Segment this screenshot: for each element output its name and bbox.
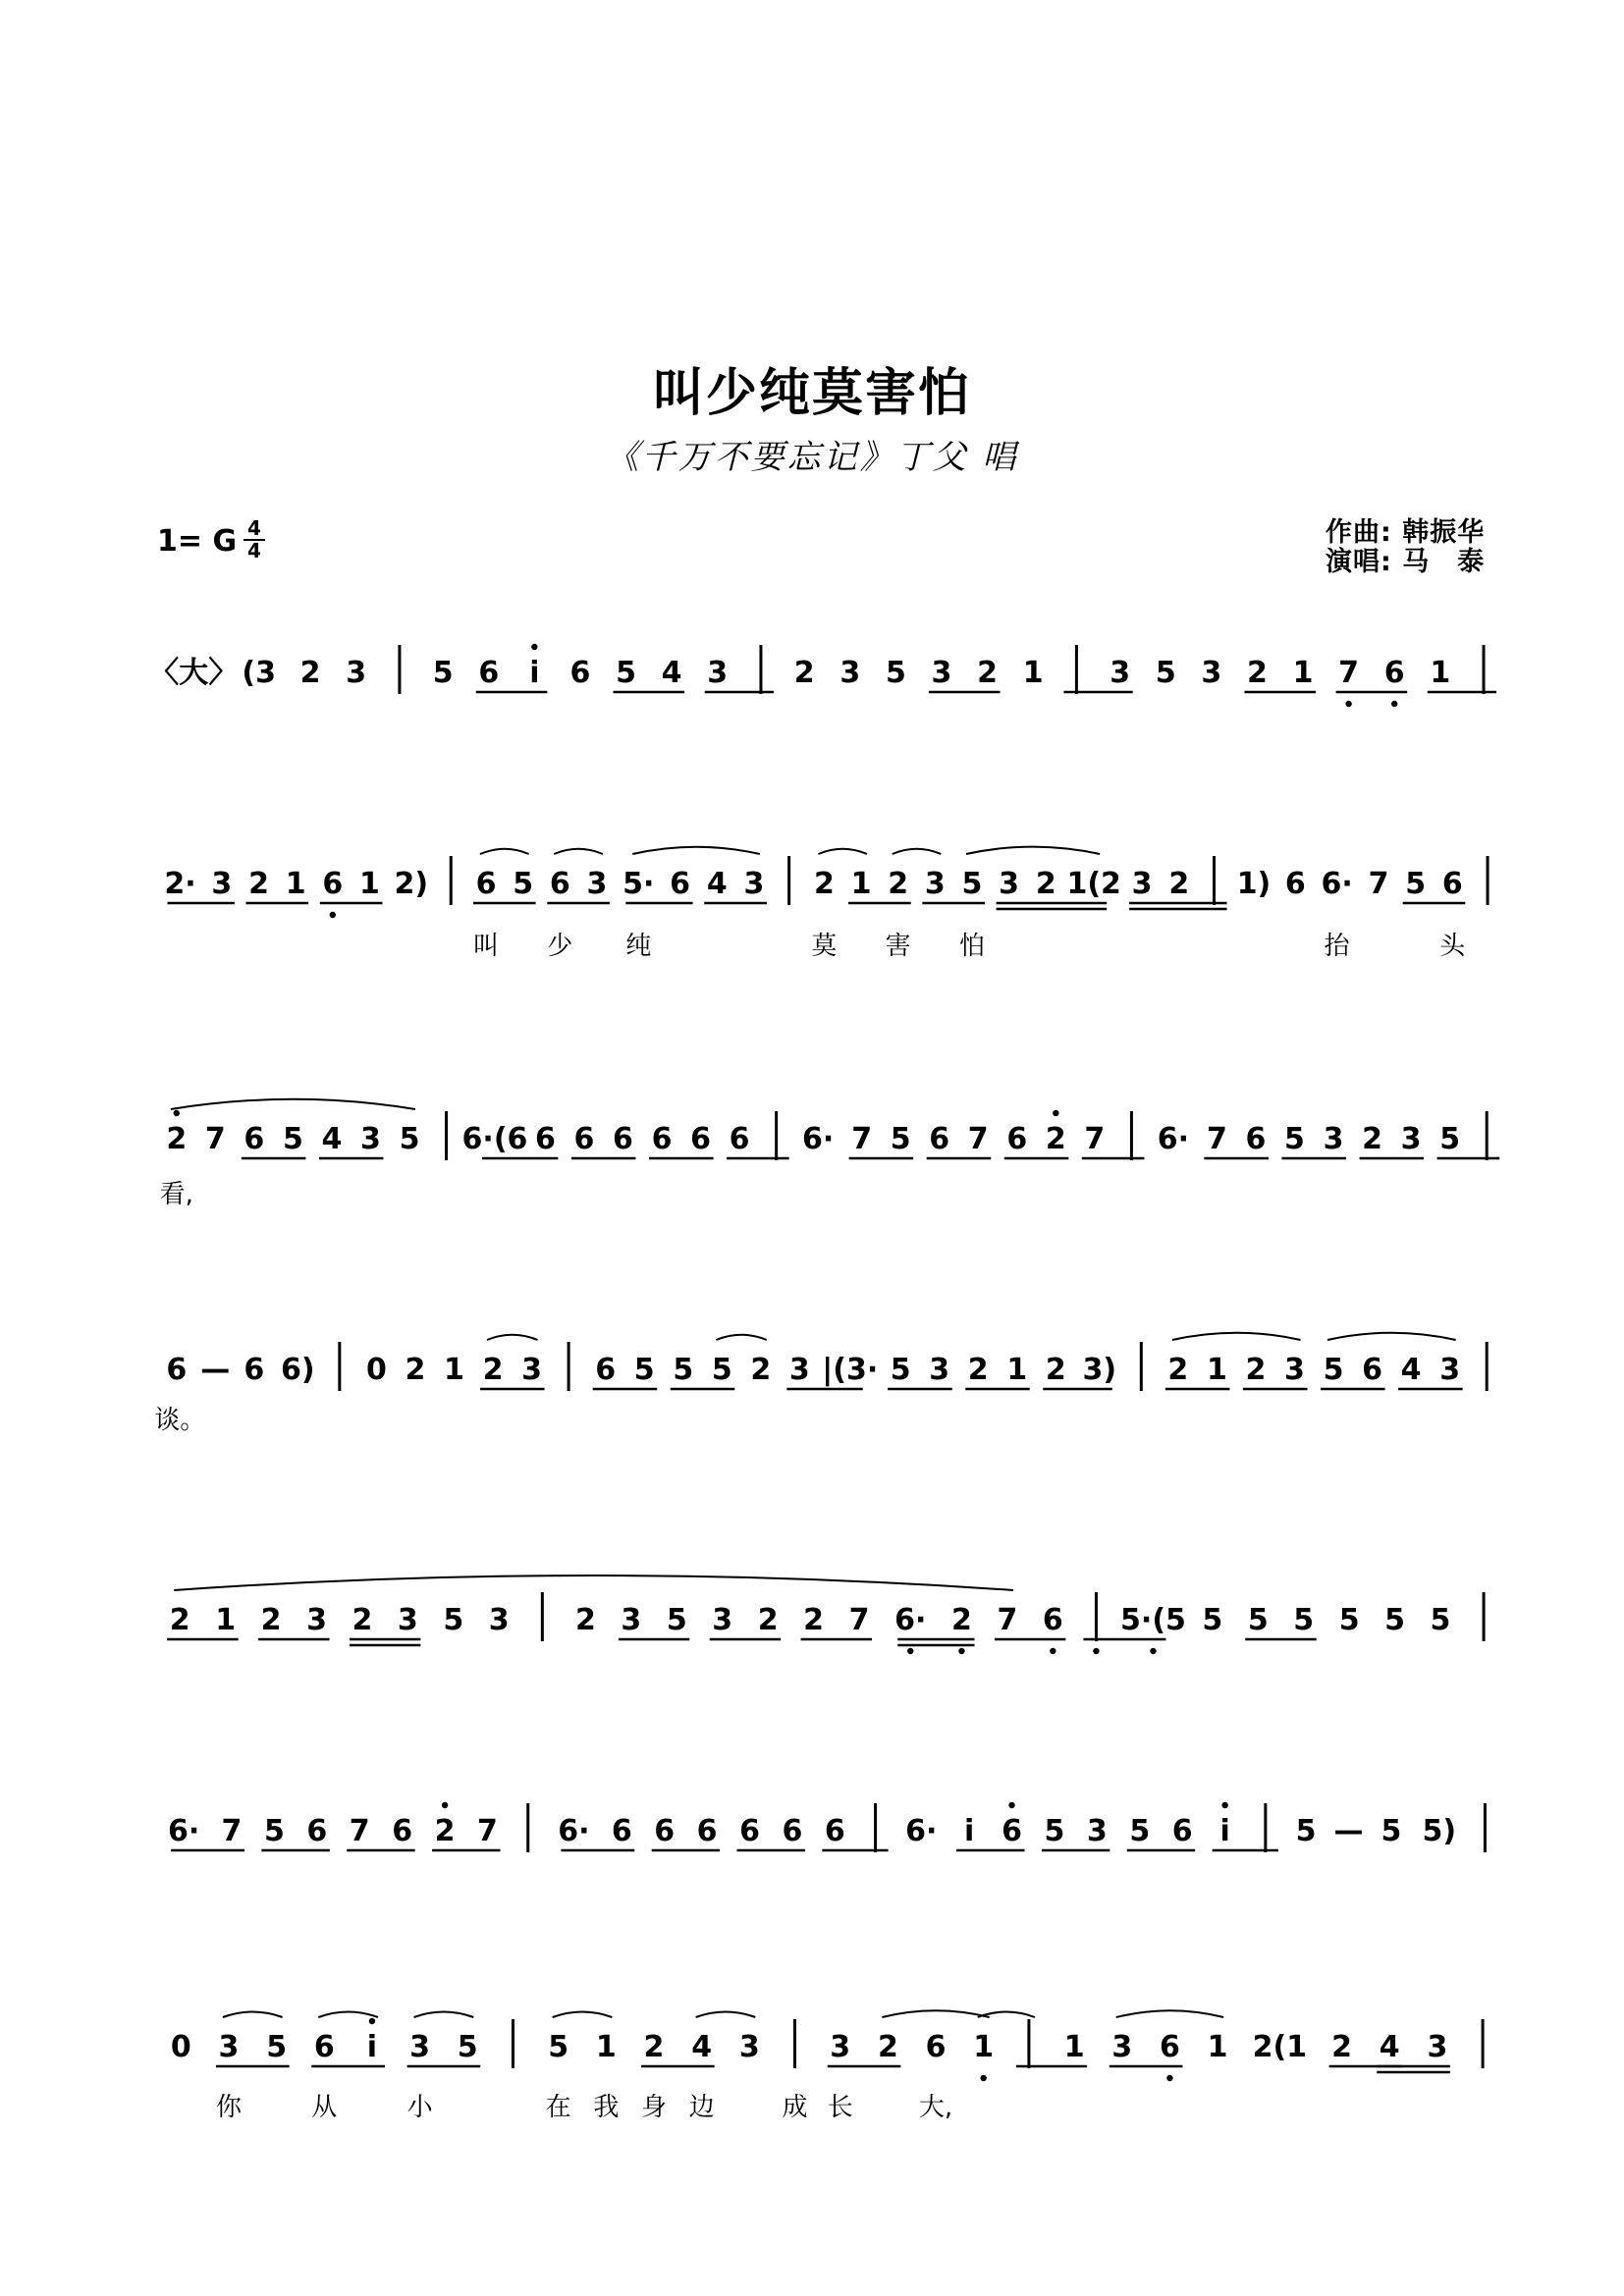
note: 6· bbox=[802, 1122, 835, 1156]
octave-dot bbox=[958, 1648, 964, 1654]
lyric: 怕 bbox=[958, 932, 985, 961]
note: 4 bbox=[706, 867, 728, 901]
note: 5 bbox=[263, 1814, 285, 1848]
note: 3 bbox=[1110, 656, 1131, 690]
slur bbox=[893, 849, 942, 854]
note: 3 bbox=[924, 867, 946, 901]
note: 6· bbox=[167, 1814, 200, 1848]
note: 4 bbox=[1400, 1353, 1422, 1387]
note: 2 bbox=[1035, 867, 1056, 901]
note: 6 bbox=[573, 1122, 595, 1156]
note: 6 bbox=[929, 1122, 950, 1156]
note: i bbox=[529, 656, 540, 690]
note: 2 bbox=[813, 867, 835, 901]
note: 2 bbox=[482, 1353, 504, 1387]
note: 2 bbox=[1246, 656, 1268, 690]
slur bbox=[716, 1335, 767, 1340]
note: 6 bbox=[595, 1353, 617, 1387]
lyric: 你 bbox=[215, 2093, 242, 2122]
note: 6 bbox=[670, 867, 691, 901]
note: 5 bbox=[1129, 1814, 1151, 1848]
note: 3 bbox=[1086, 1814, 1108, 1848]
note: 6 bbox=[739, 1814, 760, 1848]
note: 6 bbox=[244, 1122, 265, 1156]
note: 2 bbox=[977, 656, 998, 690]
note: |(3· bbox=[822, 1353, 879, 1387]
song-subtitle: 《千万不要忘记》丁父 唱 bbox=[605, 438, 1019, 477]
note: 2 bbox=[1167, 1353, 1189, 1387]
note: 7 bbox=[221, 1814, 243, 1848]
slur bbox=[632, 847, 760, 854]
note: 5 bbox=[513, 867, 534, 901]
note: 3 bbox=[306, 1603, 327, 1637]
note: 5 bbox=[961, 867, 983, 901]
note: 2 bbox=[1045, 1122, 1066, 1156]
lyric: 在 bbox=[545, 2093, 571, 2122]
note: 3 bbox=[931, 656, 952, 690]
note: 2 bbox=[248, 867, 269, 901]
composer-credit: 作曲: 韩振华 bbox=[1326, 517, 1486, 548]
lyric: 成 bbox=[782, 2093, 808, 2122]
note: 3 bbox=[707, 656, 729, 690]
note: 3 bbox=[788, 1353, 810, 1387]
note: 5 bbox=[673, 1353, 694, 1387]
note: 5 bbox=[1380, 1814, 1402, 1848]
note: 6 bbox=[611, 1814, 632, 1848]
note: 7 bbox=[1368, 867, 1389, 901]
note: 5 bbox=[1405, 867, 1427, 901]
note: 1 bbox=[444, 1353, 464, 1387]
note: 0 bbox=[170, 2030, 191, 2064]
lyric: 害 bbox=[885, 932, 911, 961]
lyric: 大, bbox=[918, 2093, 953, 2122]
note: 5 bbox=[1439, 1122, 1461, 1156]
slur bbox=[554, 849, 603, 854]
octave-dot bbox=[1166, 2075, 1172, 2081]
note: 2 bbox=[643, 2030, 665, 2064]
note: 3) bbox=[1082, 1353, 1117, 1387]
note: 3 bbox=[1439, 1353, 1461, 1387]
note: 5 bbox=[890, 1353, 911, 1387]
note: 6 bbox=[1001, 1814, 1022, 1848]
lyric: 身 bbox=[640, 2093, 667, 2122]
note: 5 bbox=[1284, 1122, 1305, 1156]
note: 6 bbox=[1006, 1122, 1028, 1156]
lyric: 我 bbox=[593, 2093, 620, 2122]
note: 2 bbox=[405, 1353, 426, 1387]
note: 5 bbox=[1338, 1603, 1360, 1637]
note: 4 bbox=[691, 2030, 713, 2064]
slur bbox=[414, 2011, 474, 2017]
lyric: 从 bbox=[311, 2093, 338, 2122]
note: 2 bbox=[757, 1603, 779, 1637]
note: 7 bbox=[848, 1603, 870, 1637]
note: 6 bbox=[782, 1814, 803, 1848]
note: i bbox=[366, 2030, 378, 2064]
slur bbox=[1327, 1333, 1456, 1340]
note: 2 bbox=[299, 656, 321, 690]
octave-dot bbox=[369, 2018, 375, 2024]
note: 7 bbox=[851, 1122, 873, 1156]
note: 1 bbox=[595, 2030, 617, 2064]
note: 1 bbox=[1006, 1353, 1028, 1387]
note: 5 bbox=[1247, 1603, 1269, 1637]
octave-dot bbox=[907, 1648, 913, 1654]
note: 1 bbox=[973, 2030, 995, 2064]
note: 2 bbox=[951, 1603, 972, 1637]
note: 1(2 bbox=[1066, 867, 1121, 901]
note: 3 bbox=[839, 656, 861, 690]
note: 6 bbox=[1383, 656, 1405, 690]
slur bbox=[171, 1099, 415, 1109]
note: 6 bbox=[1362, 1353, 1383, 1387]
slur bbox=[318, 2011, 378, 2017]
note: 5 bbox=[1295, 1814, 1317, 1848]
note: 3 bbox=[360, 1122, 381, 1156]
note: 1 bbox=[1206, 1353, 1227, 1387]
lyric: 小 bbox=[406, 2093, 433, 2122]
note: 2 bbox=[169, 1603, 190, 1637]
note: 4 bbox=[1379, 2030, 1400, 2064]
slur bbox=[480, 849, 529, 854]
lyric: 少 bbox=[547, 932, 573, 961]
slur bbox=[818, 849, 867, 854]
lyric: 头 bbox=[1439, 932, 1466, 961]
note: 5 bbox=[666, 1603, 687, 1637]
time-signature-top: 4 bbox=[247, 516, 261, 540]
note: 6 bbox=[534, 1122, 556, 1156]
note: 5 bbox=[443, 1603, 464, 1637]
note: 2 bbox=[1362, 1122, 1383, 1156]
note: 2 bbox=[888, 867, 909, 901]
key-signature: 1= G bbox=[157, 524, 238, 559]
note: 3 bbox=[1201, 656, 1222, 690]
note: 3 bbox=[409, 2030, 431, 2064]
note: 6 bbox=[569, 656, 591, 690]
lyric: 抬 bbox=[1324, 932, 1350, 961]
note: 3 bbox=[488, 1603, 510, 1637]
note: 6· bbox=[1157, 1122, 1190, 1156]
note: 5 bbox=[457, 2030, 478, 2064]
note: 5 bbox=[548, 2030, 569, 2064]
octave-dot bbox=[174, 1110, 180, 1116]
note: 3 bbox=[397, 1603, 418, 1637]
note: 2 bbox=[1245, 1353, 1267, 1387]
note: 6· bbox=[558, 1814, 590, 1848]
note: 5 bbox=[1430, 1603, 1451, 1637]
note: 6 bbox=[549, 867, 570, 901]
note: 6 bbox=[244, 1353, 265, 1387]
section-marker: 〈大〉 bbox=[149, 656, 239, 690]
note: 1 bbox=[850, 867, 872, 901]
octave-dot bbox=[531, 644, 537, 650]
note: i bbox=[963, 1814, 975, 1848]
note: 6 bbox=[1441, 867, 1463, 901]
note: 2(1 bbox=[1252, 2030, 1308, 2064]
note: 5 bbox=[1384, 1603, 1406, 1637]
note: 5 bbox=[399, 1122, 420, 1156]
song-title: 叫少纯莫害怕 bbox=[652, 364, 971, 423]
note: 4 bbox=[661, 656, 682, 690]
note: 6 bbox=[696, 1814, 718, 1848]
note: 5· bbox=[623, 867, 655, 901]
octave-dot bbox=[1221, 1802, 1227, 1808]
note: 7 bbox=[1338, 656, 1360, 690]
note: 6·(6 bbox=[461, 1122, 528, 1156]
singer-credit: 演唱: 马 泰 bbox=[1326, 547, 1486, 577]
octave-dot bbox=[1093, 1648, 1099, 1654]
note: 7 bbox=[204, 1122, 226, 1156]
octave-dot bbox=[442, 1802, 448, 1808]
note: 7 bbox=[997, 1603, 1018, 1637]
note: 6 bbox=[1159, 2030, 1180, 2064]
note: 3 bbox=[1131, 867, 1153, 901]
slur bbox=[882, 2010, 989, 2017]
note: 2 bbox=[434, 1814, 456, 1848]
slur bbox=[696, 2011, 756, 2017]
note: 0 bbox=[365, 1353, 387, 1387]
note: 3 bbox=[743, 867, 765, 901]
note: 6 bbox=[166, 1353, 188, 1387]
note: 6 bbox=[729, 1122, 750, 1156]
note: 6· bbox=[905, 1814, 938, 1848]
note: 2 bbox=[352, 1603, 373, 1637]
note: 3 bbox=[1323, 1122, 1344, 1156]
octave-dot bbox=[1345, 701, 1351, 707]
note: 6 bbox=[313, 2030, 335, 2064]
slur bbox=[223, 2011, 283, 2017]
note: — bbox=[200, 1353, 231, 1387]
lyric: 叫 bbox=[472, 932, 500, 961]
note: 7 bbox=[967, 1122, 989, 1156]
note: 6 bbox=[1171, 1814, 1193, 1848]
note: 3 bbox=[999, 867, 1020, 901]
note: 5 bbox=[711, 1353, 732, 1387]
note: 2 bbox=[803, 1603, 825, 1637]
note: 2· bbox=[164, 867, 196, 901]
note: 5 bbox=[1323, 1353, 1344, 1387]
note: 5·(5 bbox=[1120, 1603, 1186, 1637]
octave-dot bbox=[1050, 1648, 1056, 1654]
note: 7 bbox=[1206, 1122, 1227, 1156]
note: 2) bbox=[394, 867, 429, 901]
slur bbox=[174, 1575, 1013, 1590]
note: 3 bbox=[830, 2030, 851, 2064]
note: 2 bbox=[877, 2030, 898, 2064]
note: 6· bbox=[1321, 867, 1353, 901]
note: — bbox=[1333, 1814, 1364, 1848]
time-signature-bottom: 4 bbox=[244, 539, 265, 561]
octave-dot bbox=[330, 912, 336, 918]
note: 2 bbox=[166, 1122, 188, 1156]
note: 3 bbox=[211, 867, 233, 901]
slur bbox=[487, 1335, 538, 1340]
note: 5 bbox=[885, 656, 906, 690]
note: 6 bbox=[1284, 867, 1306, 901]
note: 1 bbox=[285, 867, 306, 901]
note: 2 bbox=[260, 1603, 282, 1637]
note: 3 bbox=[218, 2030, 240, 2064]
note: 3 bbox=[346, 656, 367, 690]
note: 3 bbox=[712, 1603, 733, 1637]
note: 4 bbox=[321, 1122, 343, 1156]
lyric: 纯 bbox=[625, 932, 652, 961]
octave-dot bbox=[980, 2075, 986, 2081]
note: 5 bbox=[432, 656, 454, 690]
note: 6· bbox=[894, 1603, 927, 1637]
lyric: 谈。 bbox=[154, 1406, 206, 1435]
note: 5 bbox=[266, 2030, 288, 2064]
octave-dot bbox=[1150, 1648, 1156, 1654]
note: 1 bbox=[1430, 656, 1451, 690]
note: 1 bbox=[215, 1603, 237, 1637]
note: 7 bbox=[477, 1814, 498, 1848]
note: 2 bbox=[575, 1603, 596, 1637]
note: i bbox=[1219, 1814, 1230, 1848]
note: 2 bbox=[967, 1353, 989, 1387]
note: 3 bbox=[738, 2030, 760, 2064]
note: 5 bbox=[282, 1122, 303, 1156]
note: 6 bbox=[1042, 1603, 1063, 1637]
slur bbox=[966, 847, 1100, 854]
note: 5 bbox=[890, 1122, 911, 1156]
note: 6 bbox=[613, 1122, 633, 1156]
note: 6 bbox=[475, 867, 497, 901]
note: 3 bbox=[521, 1353, 542, 1387]
note: 2 bbox=[793, 656, 815, 690]
note: 6 bbox=[306, 1814, 328, 1848]
slur bbox=[553, 2011, 613, 2017]
note: 3 bbox=[1111, 2030, 1133, 2064]
note: 6 bbox=[1245, 1122, 1267, 1156]
note: 1 bbox=[358, 867, 380, 901]
lyric: 边 bbox=[688, 2093, 715, 2122]
note: 3 bbox=[1427, 2030, 1448, 2064]
note: 2 bbox=[750, 1353, 772, 1387]
octave-dot bbox=[1008, 1802, 1014, 1808]
note: 1 bbox=[1207, 2030, 1228, 2064]
note: 1 bbox=[1292, 656, 1314, 690]
note: 2 bbox=[1168, 867, 1190, 901]
octave-dot bbox=[1391, 701, 1397, 707]
note: 6) bbox=[281, 1353, 315, 1387]
note: 5 bbox=[1155, 656, 1176, 690]
note: 3 bbox=[621, 1603, 642, 1637]
octave-dot bbox=[1053, 1110, 1058, 1116]
slur bbox=[1172, 1333, 1301, 1340]
note: 2 bbox=[1331, 2030, 1353, 2064]
note: (3 bbox=[242, 656, 276, 690]
note: 3 bbox=[929, 1353, 950, 1387]
note: 3 bbox=[1284, 1353, 1305, 1387]
lyric: 看, bbox=[159, 1180, 193, 1209]
note: 6 bbox=[690, 1122, 711, 1156]
note: 6 bbox=[654, 1814, 676, 1848]
note: 1 bbox=[1063, 2030, 1085, 2064]
note: 6 bbox=[478, 656, 500, 690]
note: 6 bbox=[392, 1814, 413, 1848]
note: 6 bbox=[651, 1122, 673, 1156]
lyric: 长 bbox=[827, 2093, 853, 2122]
note: 5 bbox=[1044, 1814, 1065, 1848]
note: 6 bbox=[322, 867, 344, 901]
note: 5 bbox=[633, 1353, 655, 1387]
slur bbox=[1116, 2010, 1223, 2017]
note: 5 bbox=[616, 656, 636, 690]
note: 3 bbox=[1400, 1122, 1422, 1156]
lyric: 莫 bbox=[811, 932, 838, 961]
note: 1 bbox=[1022, 656, 1044, 690]
note: 5) bbox=[1422, 1814, 1457, 1848]
note: 6 bbox=[824, 1814, 845, 1848]
note: 2 bbox=[1045, 1353, 1066, 1387]
note: 1) bbox=[1236, 867, 1272, 901]
note: 7 bbox=[349, 1814, 370, 1848]
note: 5 bbox=[1202, 1603, 1223, 1637]
note: 6 bbox=[925, 2030, 947, 2064]
note: 3 bbox=[586, 867, 608, 901]
note: 5 bbox=[1293, 1603, 1315, 1637]
note: 7 bbox=[1084, 1122, 1106, 1156]
